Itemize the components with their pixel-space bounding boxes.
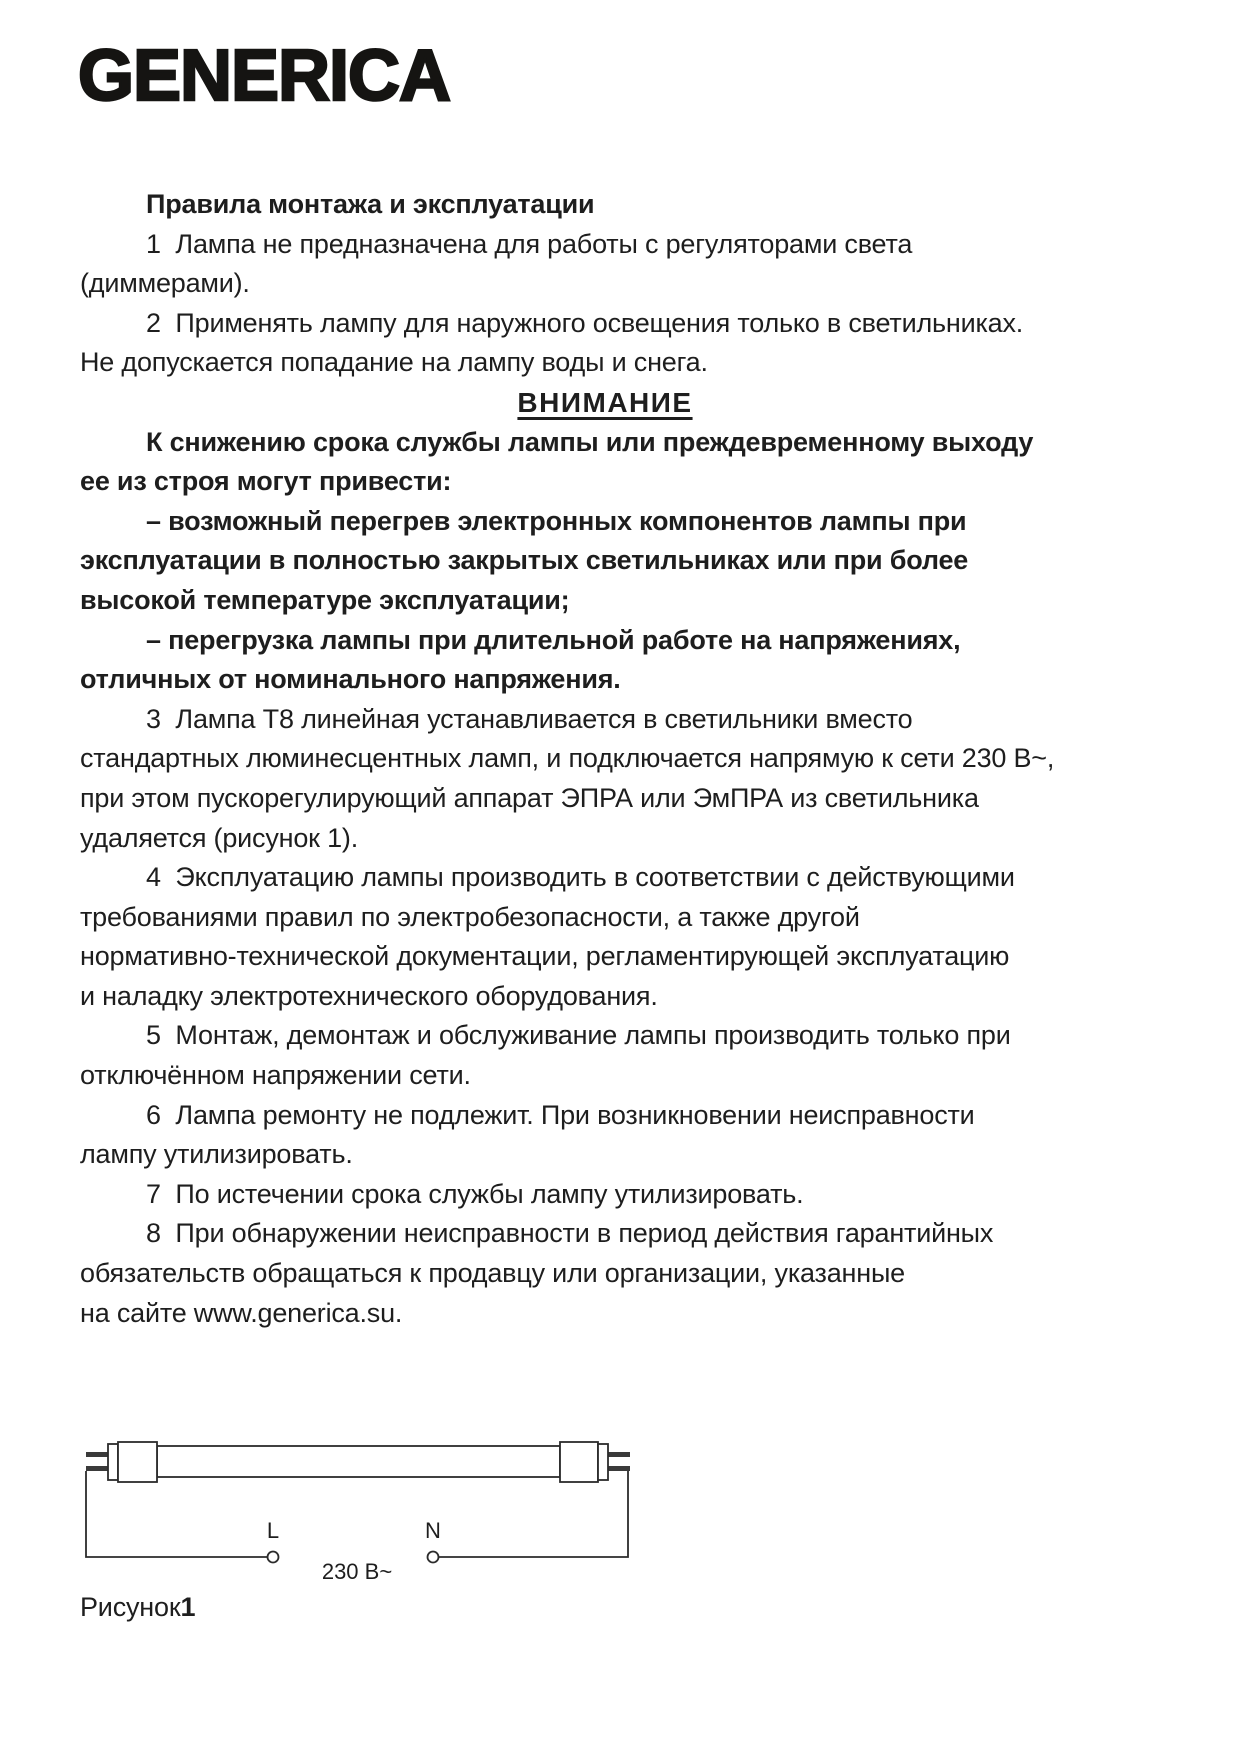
text-line: и наладку электротехнического оборудования. — [80, 980, 658, 1011]
text-line: нормативно-технической документации, регламентирующей эксплуатацию — [80, 941, 1010, 972]
wire-line-n — [439, 1471, 628, 1557]
website-text-line: на сайте www.generica.su. — [80, 1297, 403, 1328]
attention-heading: ВНИМАНИЕ — [517, 386, 693, 418]
figure-caption — [80, 1592, 195, 1623]
text-line: 2 Применять лампу для наружного освещения только в светильниках. — [146, 307, 1024, 338]
text-line: высокой температуре эксплуатации; — [80, 584, 570, 615]
text-line: требованиями правил по электробезопасности, а также другой — [80, 901, 860, 932]
text-line: 1 Лампа не предназначена для работы с регуляторами света — [146, 228, 913, 259]
text-line: лампу утилизировать. — [80, 1139, 353, 1170]
label-n: N — [425, 1518, 441, 1543]
text-line: ее из строя могут привести: — [80, 466, 452, 497]
text-line: 5 Монтаж, демонтаж и обслуживание лампы производить только при — [146, 1020, 1011, 1051]
text-line: К снижению срока службы лампы или преждевременному выходу — [146, 426, 1034, 457]
tube-body — [157, 1446, 560, 1477]
tube-endcap-left — [118, 1442, 157, 1482]
tube-ring-left — [108, 1444, 118, 1480]
text-line: 8 При обнаружении неисправности в период действия гарантийных — [146, 1218, 994, 1249]
text-line: удаляется (рисунок 1). — [80, 822, 358, 853]
text-line: при этом пускорегулирующий аппарат ЭПРА или ЭмПРА из светильника — [80, 782, 979, 813]
caption-number: 1 — [180, 1592, 196, 1622]
text-line: – перегрузка лампы при длительной работе на напряжениях, — [146, 624, 961, 655]
text-line: – возможный перегрев электронных компонентов лампы при — [146, 505, 967, 536]
instructions-text — [80, 185, 1130, 1333]
text-line: обязательств обращаться к продавцу или организации, указанные — [80, 1258, 905, 1289]
section-heading: Правила монтажа и эксплуатации — [146, 189, 595, 219]
terminal-n — [428, 1552, 439, 1563]
caption-text: Рисунок — [80, 1592, 181, 1622]
text-line: (диммерами). — [80, 268, 250, 299]
brand-logo: GENERICA — [78, 36, 451, 116]
text-line: отключённом напряжении сети. — [80, 1060, 471, 1091]
text-line: Не допускается попадание на лампу воды и снега. — [80, 347, 708, 378]
tube-endcap-right — [560, 1442, 598, 1482]
wire-line-l — [86, 1471, 267, 1557]
text-line: 7 По истечении срока службы лампу утилизировать. — [146, 1178, 804, 1209]
label-l: L — [266, 1518, 280, 1543]
tube-pin-right-bottom — [606, 1466, 630, 1471]
text-line: эксплуатации в полностью закрытых светильниках или при более — [80, 545, 969, 576]
tube-pin-right-top — [606, 1452, 630, 1457]
text-line: стандартных люминесцентных ламп, и подключается напрямую к сети 230 В~, — [80, 743, 1055, 774]
text-line: 4 Эксплуатацию лампы производить в соответствии с действующими — [146, 862, 1015, 893]
text-line: 3 Лампа Т8 линейная устанавливается в светильники вместо — [146, 703, 913, 734]
label-voltage: 230 В~ — [321, 1559, 393, 1584]
lamp-tube — [86, 1442, 630, 1482]
tube-ring-right — [598, 1444, 608, 1480]
text-line: отличных от номинального напряжения. — [80, 664, 621, 695]
text-line: 6 Лампа ремонту не подлежит. При возникновении неисправности — [146, 1099, 975, 1130]
terminal-l — [268, 1552, 279, 1563]
